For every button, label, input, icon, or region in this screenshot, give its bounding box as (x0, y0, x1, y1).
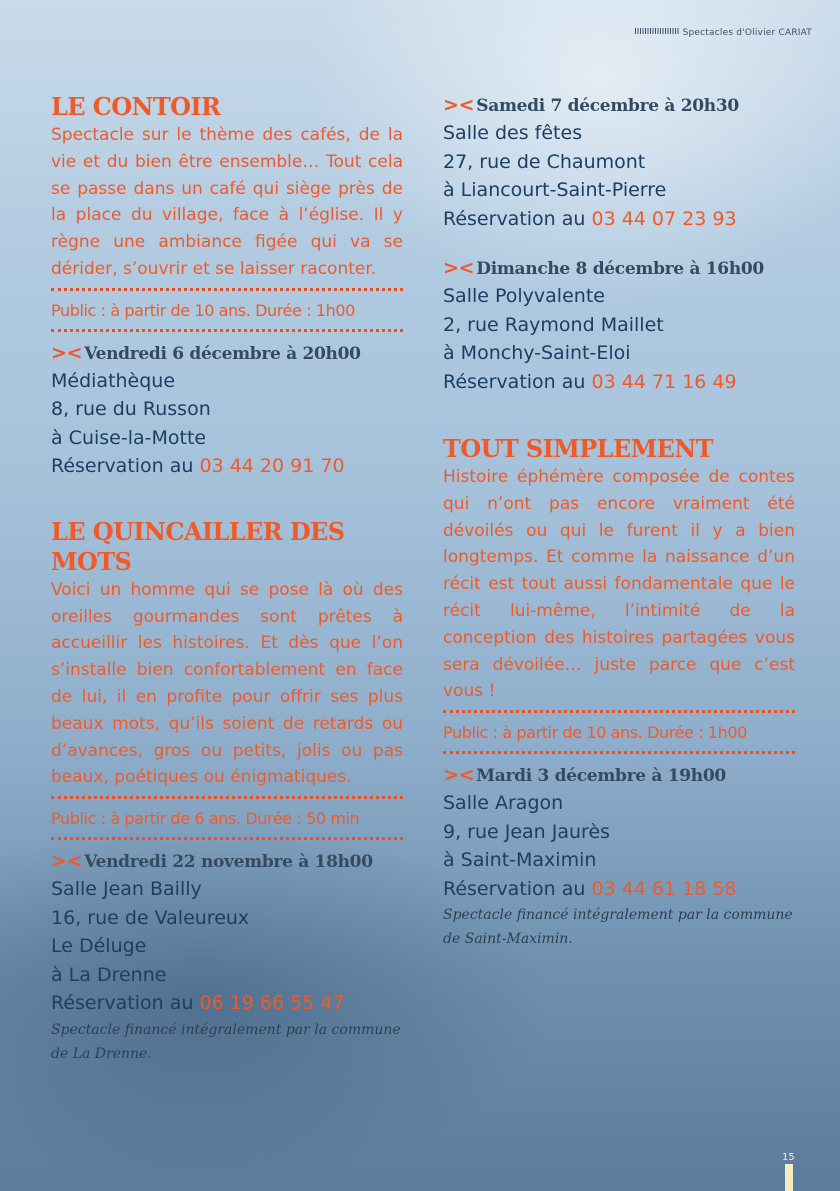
arrow-icon: >< (443, 764, 475, 787)
venue: Médiathèque (51, 369, 176, 392)
date-heading-text: Vendredi 22 novembre à 18h00 (84, 852, 373, 873)
phone-number: 06 19 66 55 47 (199, 992, 345, 1015)
date-heading (443, 255, 795, 282)
address: 27, rue de Chaumont (443, 150, 646, 173)
booking-label: Réservation au (443, 877, 586, 900)
booking-label: Réservation au (443, 370, 586, 393)
arrow-icon: >< (51, 341, 83, 364)
date-heading (443, 762, 795, 789)
booking (51, 452, 403, 481)
page-tab-bar (785, 1164, 793, 1191)
phone-number: 03 44 20 91 70 (199, 455, 345, 478)
date-heading-text: Dimanche 8 décembre à 16h00 (476, 259, 764, 279)
date-block (443, 762, 795, 951)
arrow-icon: >< (443, 257, 475, 279)
booking-label: Réservation au (51, 455, 194, 478)
show-title: LE QUINCAILLER DES MOTS (51, 516, 345, 576)
date-block (443, 255, 795, 396)
arrow-icon: >< (51, 850, 83, 873)
address: 2, rue Raymond Maillet (443, 313, 664, 336)
header-text: Spectacles d'Olivier CARIAT (682, 28, 812, 38)
booking-label: Réservation au (51, 992, 194, 1015)
city: à Saint-Maximin (443, 849, 597, 872)
address: 16, rue de Valeureux (51, 906, 250, 929)
show-description: Voici un homme qui se pose là où des oreilles gourmandes sont prêtes à accueillir les histoires. Et dès que l’on s’installe bien confortablement en face de lui, il en profite pour offrir ses plus beaux mots, qu’ils soient de retards ou d’avances, gros ou petits, jolis ou pas beaux, poétiques ou énigmatiques. (51, 579, 403, 788)
booking (443, 205, 795, 234)
phone-number: 03 44 07 23 93 (591, 207, 737, 230)
city: à Liancourt-Saint-Pierre (443, 179, 667, 201)
date-heading (51, 340, 403, 367)
page-number: 15 (782, 1152, 795, 1163)
show-le-contoir (51, 92, 403, 481)
address: 9, rue Jean Jaurès (443, 820, 611, 843)
show-public-info: Public : à partir de 10 ans. Durée : 1h00 (51, 288, 403, 332)
phone-number: 03 44 71 16 49 (591, 370, 737, 393)
show-public-info: Public : à partir de 6 ans. Durée : 50 min (51, 796, 403, 840)
header-stripes (635, 28, 679, 34)
place: Le Déluge (51, 935, 147, 958)
city: à Monchy-Saint-Eloi (443, 342, 631, 364)
city: à Cuise-la-Motte (51, 426, 207, 449)
show-le-quincailler-des-mots (51, 517, 403, 1066)
date-heading-text: Mardi 3 décembre à 19h00 (476, 766, 726, 787)
booking (51, 989, 403, 1018)
phone-number: 03 44 61 18 58 (591, 877, 737, 900)
date-block (443, 92, 795, 233)
left-column (51, 92, 403, 1066)
right-column (443, 92, 795, 951)
booking-label: Réservation au (443, 207, 586, 230)
date-heading-text: Vendredi 6 décembre à 20h00 (84, 343, 361, 364)
show-title: TOUT SIMPLEMENT (443, 434, 713, 463)
venue: Salle des fêtes (443, 122, 583, 144)
booking (443, 875, 795, 904)
date-heading (51, 848, 403, 875)
show-description: Histoire éphémère composée de contes qui n’ont pas encore vraiment été dévoilés ou qui le furent il y a bien longtemps. Et comme la naissance d’un récit est tout aussi fondamentale que le récit lui-même, l’intimité de la conception des histoires partagées vous sera dévoilée… juste parce que c’est vous ! (443, 467, 795, 702)
date-block (51, 340, 403, 481)
funding-note: Spectacle financé intégralement par la commune de La Drenne. (51, 1021, 401, 1062)
show-description: Spectacle sur le thème des cafés, de la vie et du bien être ensemble… Tout cela se passe dans un café qui siège près de la place du village, face à l’église. Il y règne une ambiance figée qui va se dérider, s’ouvrir et se laisser raconter. (51, 125, 403, 279)
show-tout-simplement (443, 434, 795, 951)
page-header (635, 28, 812, 38)
show-public-info: Public : à partir de 10 ans. Durée : 1h00 (443, 710, 795, 754)
arrow-icon: >< (443, 94, 475, 116)
date-block (51, 848, 403, 1066)
venue: Salle Polyvalente (443, 285, 605, 307)
address: 8, rue du Russon (51, 398, 211, 421)
date-heading (443, 92, 795, 119)
venue: Salle Aragon (443, 792, 564, 815)
booking (443, 368, 795, 397)
date-heading-text: Samedi 7 décembre à 20h30 (476, 96, 739, 116)
city: à La Drenne (51, 963, 167, 986)
venue: Salle Jean Bailly (51, 878, 202, 901)
funding-note: Spectacle financé intégralement par la commune de Saint-Maximin. (443, 907, 793, 948)
show-title: LE CONTOIR (51, 92, 221, 121)
